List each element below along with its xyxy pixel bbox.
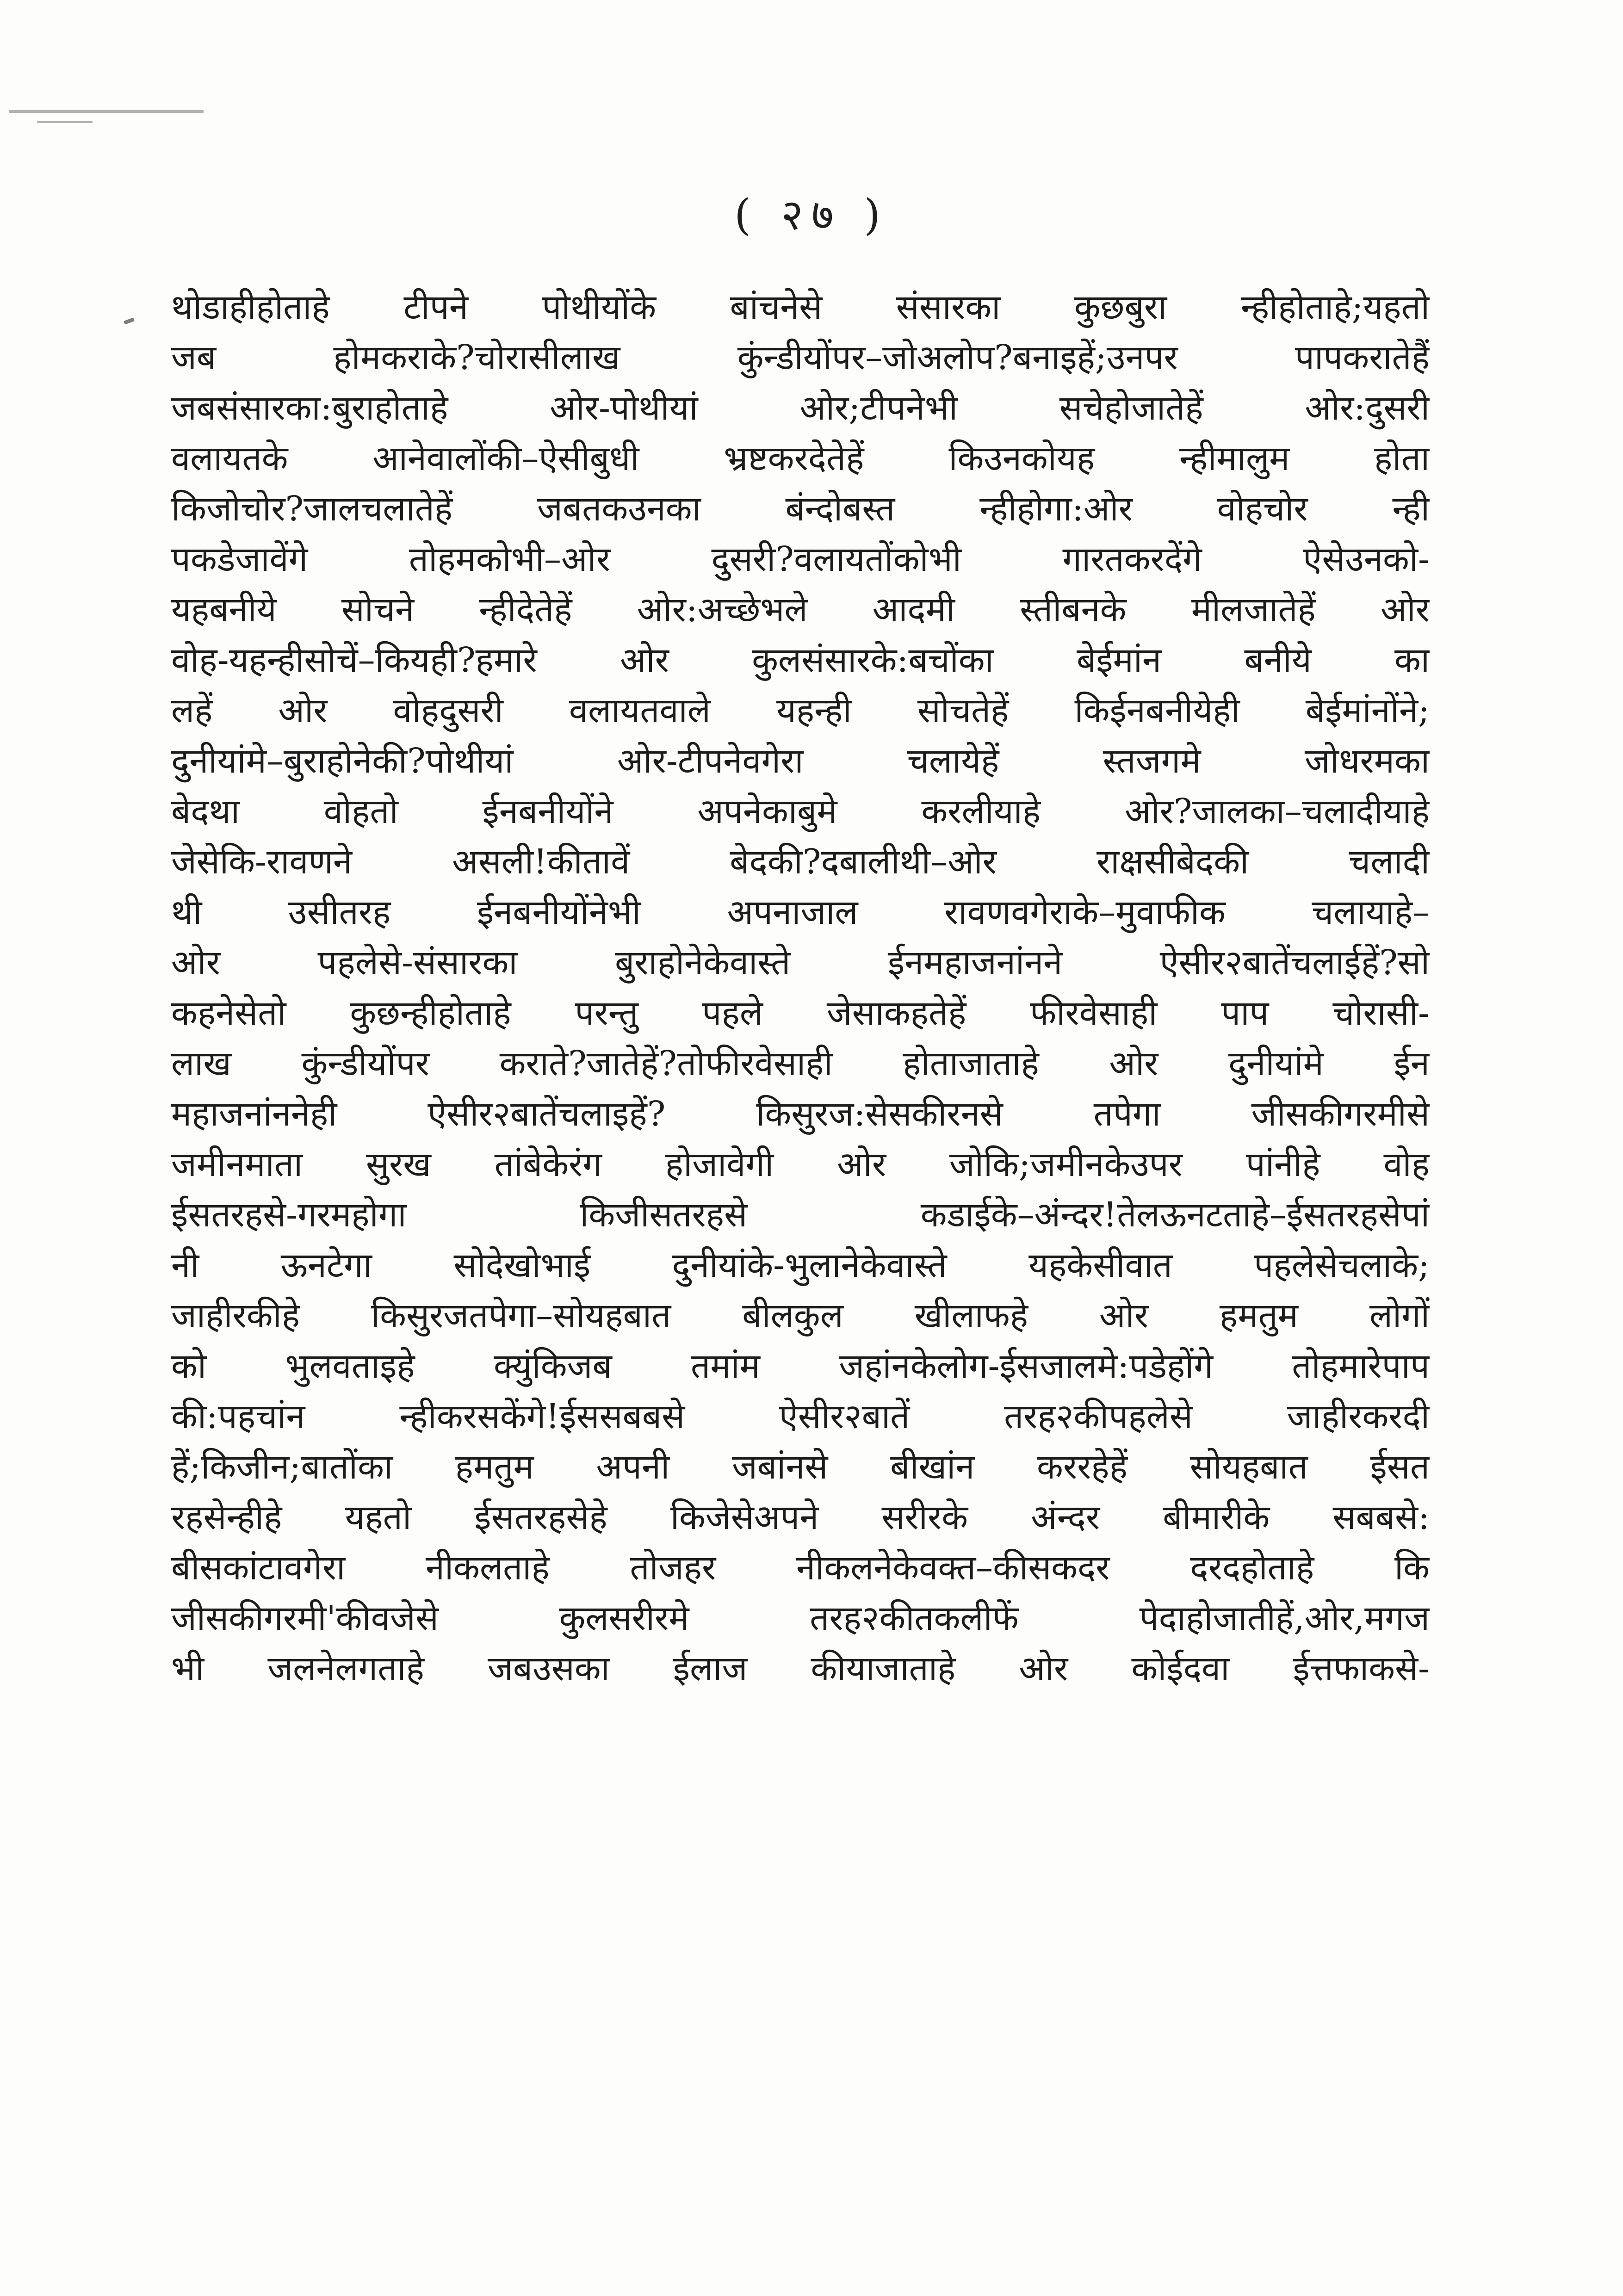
text-line: बेदथा वोहतो ईनबनीयोंने अपनेकाबुमे करलीयाहे ओर?जालका–चलादीयाहे: [171, 792, 1430, 831]
text-line: लाख कुंन्डीयोंपर कराते?जातेहें?तोफीरवेसाही होताजाताहे ओर दुनीयांमे ईन: [171, 1044, 1430, 1083]
ink-mark: [124, 317, 134, 324]
page-number: ( २७ ): [734, 190, 889, 240]
text-line: जेसेकि-रावणने असली!कीतावें बेदकी?दबालीथी–ओर राक्षसीबेदकी चलादी: [171, 842, 1430, 882]
text-line: रहसेन्हीहे यहतो ईसतरहसेहे किजेसेअपने सरीरके अंन्दर बीमारीके सबबसे:: [171, 1498, 1430, 1537]
text-line: जब होमकराके?चोरासीलाख कुंन्डीयोंपर–जोअलोप?बनाइहें;उनपर पापकरातेहैं: [171, 338, 1430, 378]
scan-edge-mark-short: [37, 121, 93, 123]
text-line: लहें ओर वोहदुसरी वलायतवाले यहन्ही सोचतेहें किईनबनीयेही बेईमांनोंने;: [171, 691, 1430, 730]
text-line: जमीनमाता सुरख तांबेकेरंग होजावेगी ओर जोकि;जमीनकेउपर पांनीहे वोह: [171, 1145, 1430, 1184]
text-line: यहबनीये सोचने न्हीदेतेहें ओर:अच्छेभले आदमी स्तीबनके मीलजातेहें ओर: [171, 590, 1430, 630]
text-line: दुनीयांमे–बुराहोनेकी?पोथीयां ओर-टीपनेवगेरा चलायेहें स्तजगमे जोधरमका: [171, 741, 1430, 781]
text-line: वोह-यहन्हीसोचें–कियही?हमारे ओर कुलसंसारके:बचोंका बेईमांन बनीये का: [171, 640, 1430, 680]
text-line: थोडाहीहोताहे टीपने पोथीयोंके बांचनेसे संसारका कुछबुरा न्हीहोताहे;यहतो: [171, 287, 1430, 327]
text-line: थी उसीतरह ईनबनीयोंनेभी अपनाजाल रावणवगेराके–मुवाफीक चलायाहे–: [171, 892, 1430, 932]
text-line: जीसकीगरमी'कीवजेसे कुलसरीरमे तरह२कीतकलीफें पेदाहोजातीहें,ओर,मगज: [171, 1598, 1430, 1638]
text-line: ईसतरहसे-गरमहोगा किजीसतरहसे कडाईके–अंन्दर!तेलऊनटताहे–ईसतरहसेपां: [171, 1195, 1430, 1235]
text-line: भी जलनेलगताहे जबउसका ईलाज कीयाजाताहे ओर कोईदवा ईत्तफाकसे-: [171, 1649, 1430, 1689]
scan-edge-mark: [9, 110, 204, 113]
text-line: वलायतके आनेवालोंकी–ऐसीबुधी भ्रष्टकरदेतेहें किउनकोयह न्हीमालुम होता: [171, 439, 1430, 478]
page-body-text: [171, 282, 1430, 1694]
text-line: जबसंसारका:बुराहोताहे ओर-पोथीयां ओर;टीपनेभी सचेहोजातेहें ओर:दुसरी: [171, 388, 1430, 428]
text-line: पकडेजावेंगे तोहमकोभी–ओर दुसरी?वलायतोंकोभी गारतकरदेंगे ऐसेउनको-: [171, 539, 1430, 579]
text-line: किजोचोर?जालचलातेहें जबतकउनका बंन्दोबस्त न्हीहोगा:ओर वोहचोर न्ही: [171, 489, 1430, 529]
text-line: जाहीरकीहे किसुरजतपेगा–सोयहबात बीलकुल खीलाफहे ओर हमतुम लोगों: [171, 1296, 1430, 1336]
text-line: कहनेसेतो कुछन्हीहोताहे परन्तु पहले जेसाकहतेहें फीरवेसाही पाप चोरासी-: [171, 993, 1430, 1033]
text-line: ओर पहलेसे-संसारका बुराहोनेकेवास्ते ईनमहाजनांनने ऐसीर२बातेंचलाईहें?सो: [171, 943, 1430, 983]
text-line: महाजनांननेही ऐसीर२बातेंचलाइहें? किसुरज:सेसकीरनसे तपेगा जीसकीगरमीसे: [171, 1094, 1430, 1134]
text-line: बीसकांटावगेरा नीकलताहे तोजहर नीकलनेकेवक्त–कीसकदर दरदहोताहे कि: [171, 1548, 1430, 1588]
text-line: नी ऊनटेगा सोदेखोभाई दुनीयांके-भुलानेकेवास्ते यहकेसीवात पहलेसेचलाके;: [171, 1245, 1430, 1285]
text-line: की:पहचांन न्हीकरसकेंगे!ईससबबसे ऐसीर२बातें तरह२कीपहलेसे जाहीरकरदी: [171, 1397, 1430, 1436]
text-line: को भुलवताइहे क्युंकिजब तमांम जहांनकेलोग-ईसजालमे:पडेहोंगे तोहमारेपाप: [171, 1346, 1430, 1386]
text-line: हें;किजीन;बातोंका हमतुम अपनी जबांनसे बीखांन कररहेहें सोयहबात ईसत: [171, 1447, 1430, 1487]
